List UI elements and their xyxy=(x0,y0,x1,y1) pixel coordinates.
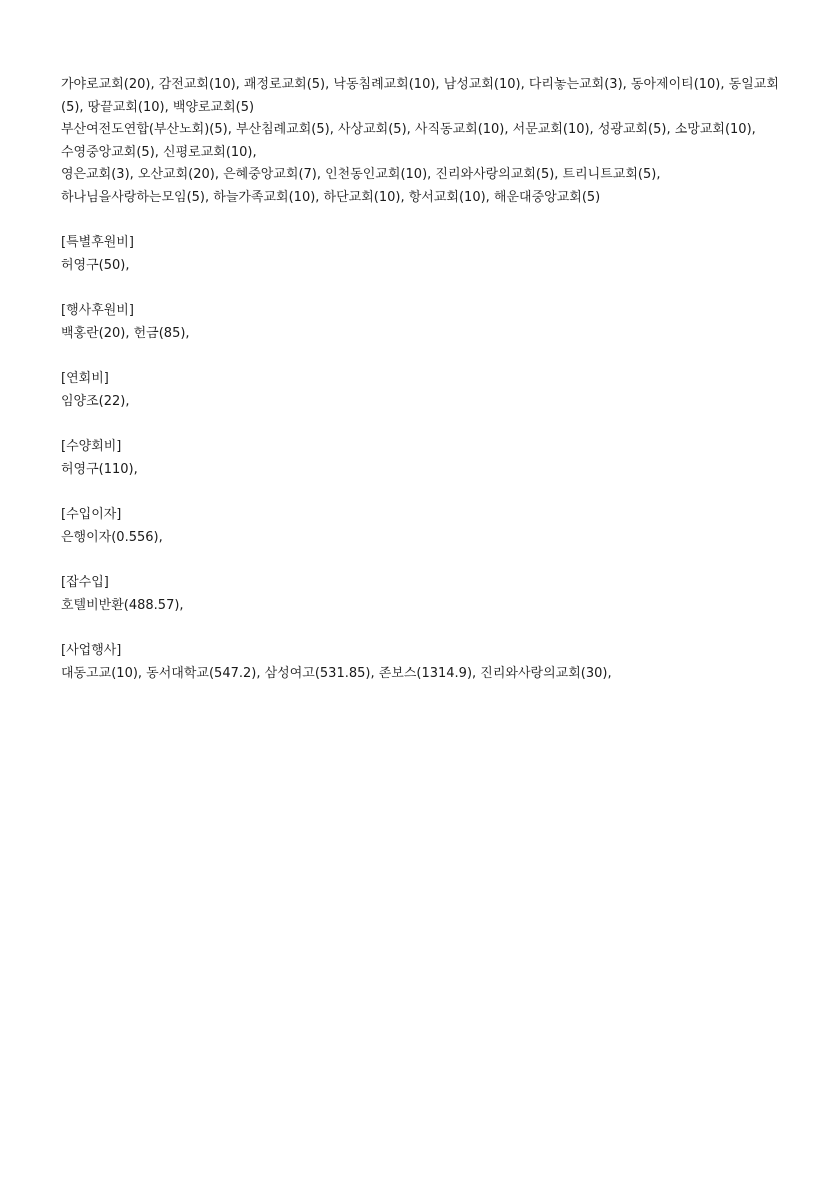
church-list-paragraph-3: 영은교회(3), 오산교회(20), 은혜중앙교회(7), 인천동인교회(10), 진리와사랑의교회(5), 트리니트교회(5), 하나님을사랑하는모임(5), 하늘가족교회(10), 하단교회(10), 항서교회(10), 해운대중앙교회(5) xyxy=(61,167,661,205)
section-body: 백홍란(20), 헌금(85), xyxy=(61,325,190,341)
section-event-donation xyxy=(61,300,781,345)
section-body: 호텔비반환(488.57), xyxy=(61,597,184,613)
section-retreat-fee xyxy=(61,436,781,481)
section-title: [수입이자] xyxy=(61,507,122,522)
section-special-donation xyxy=(61,232,781,277)
section-title: [잡수입] xyxy=(61,575,109,590)
church-list-paragraph-2: 부산여전도연합(부산노회)(5), 부산침례교회(5), 사상교회(5), 사직동교회(10), 서문교회(10), 성광교회(5), 소망교회(10), 수영중앙교회(5), 신평로교회(10), xyxy=(61,122,756,160)
section-body: 허영구(50), xyxy=(61,257,130,273)
church-list-paragraph-1: 가야로교회(20), 감전교회(10), 괘정로교회(5), 낙동침례교회(10), 남성교회(10), 다리놓는교회(3), 동아제이티(10), 동일교회(5), 땅끝교회(10), 백양로교회(5) xyxy=(61,77,779,115)
section-business-events xyxy=(61,640,781,685)
document-page xyxy=(61,74,781,685)
section-title: [특별후원비] xyxy=(61,235,134,250)
section-interest-income xyxy=(61,504,781,549)
section-title: [사업행사] xyxy=(61,643,122,658)
section-annual-fee xyxy=(61,368,781,413)
section-title: [행사후원비] xyxy=(61,303,134,318)
section-title: [연회비] xyxy=(61,371,109,386)
section-body: 허영구(110), xyxy=(61,461,138,477)
section-body: 은행이자(0.556), xyxy=(61,529,163,545)
section-misc-income xyxy=(61,572,781,617)
section-body: 임양조(22), xyxy=(61,393,130,409)
section-title: [수양회비] xyxy=(61,439,122,454)
section-body: 대동고교(10), 동서대학교(547.2), 삼성여고(531.85), 존보스(1314.9), 진리와사랑의교회(30), xyxy=(61,665,612,681)
